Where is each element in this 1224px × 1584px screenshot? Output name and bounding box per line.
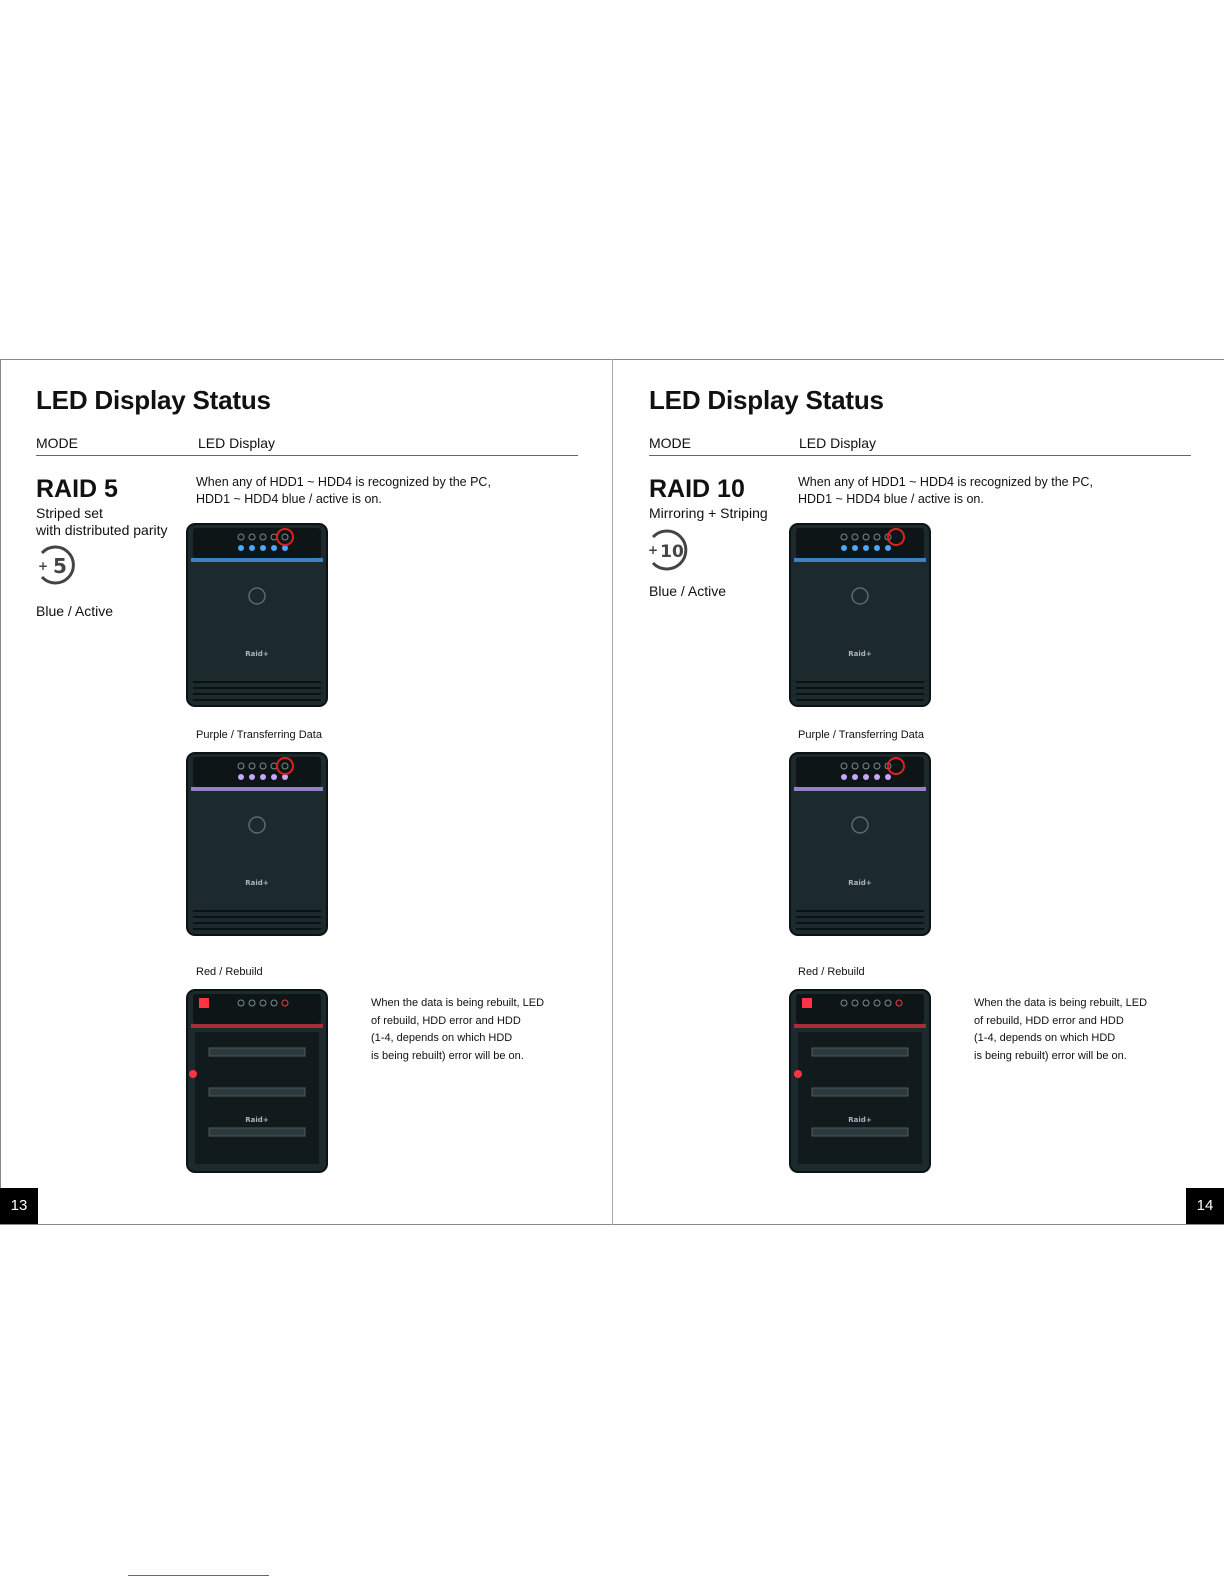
svg-text:10: 10 [660, 542, 684, 562]
mode-column-header: MODE [36, 435, 78, 451]
led-column-header: LED Display [198, 435, 276, 451]
svg-text:+: + [648, 543, 659, 557]
device-brand-label: Raid+ [848, 879, 872, 887]
device-photo-blue-active [788, 522, 932, 708]
page-number: 13 [0, 1188, 38, 1224]
svg-text:+: + [38, 559, 49, 573]
intro-text: When any of HDD1 ~ HDD4 is recognized by the PC, HDD1 ~ HDD4 blue / active is on. [196, 475, 491, 506]
caption-red: Red / Rebuild [196, 966, 263, 978]
manual-spread [0, 359, 1224, 1225]
rebuild-note: When the data is being rebuilt, LED of rebuild, HDD error and HDD (1-4, depends on which HDD is being rebuilt) error will be on. [371, 997, 545, 1062]
raid-status-label: Blue / Active [36, 603, 114, 619]
caption-red: Red / Rebuild [798, 966, 865, 978]
page-title: LED Display Status [649, 385, 884, 415]
led-column-header: LED Display [799, 435, 877, 451]
device-brand-label: Raid+ [245, 879, 269, 887]
raid-mode-name: RAID 5 [36, 475, 118, 503]
svg-text:5: 5 [53, 554, 67, 578]
page-13 [0, 359, 612, 1225]
caption-purple: Purple / Transferring Data [196, 729, 322, 741]
page-14 [612, 359, 1224, 1225]
rebuild-note: When the data is being rebuilt, LED of rebuild, HDD error and HDD (1-4, depends on which HDD is being rebuilt) error will be on. [974, 997, 1148, 1062]
page-title: LED Display Status [36, 385, 271, 415]
raid10-badge-icon [646, 527, 692, 573]
raid5-badge-icon [36, 543, 80, 587]
device-photo-red-rebuild [788, 988, 932, 1174]
device-brand-label: Raid+ [848, 1116, 872, 1124]
raid-mode-description: Mirroring + Striping [649, 505, 768, 521]
mode-column-header: MODE [649, 435, 691, 451]
device-brand-label: Raid+ [245, 1116, 269, 1124]
device-photo-purple-transfer [788, 751, 932, 937]
page-number: 14 [1186, 1188, 1224, 1224]
header-rule [649, 455, 1191, 456]
header-rule [36, 455, 578, 456]
raid-status-label: Blue / Active [649, 583, 727, 599]
device-photo-purple-transfer [185, 751, 329, 937]
device-photo-red-rebuild [185, 988, 329, 1174]
intro-text: When any of HDD1 ~ HDD4 is recognized by the PC, HDD1 ~ HDD4 blue / active is on. [798, 475, 1093, 506]
device-brand-label: Raid+ [245, 650, 269, 658]
caption-purple: Purple / Transferring Data [798, 729, 924, 741]
device-brand-label: Raid+ [848, 650, 872, 658]
raid-mode-description: Striped set with distributed parity [36, 505, 168, 538]
device-photo-blue-active [185, 522, 329, 708]
raid-mode-name: RAID 10 [649, 475, 745, 503]
footer-link-underline [128, 1575, 269, 1576]
